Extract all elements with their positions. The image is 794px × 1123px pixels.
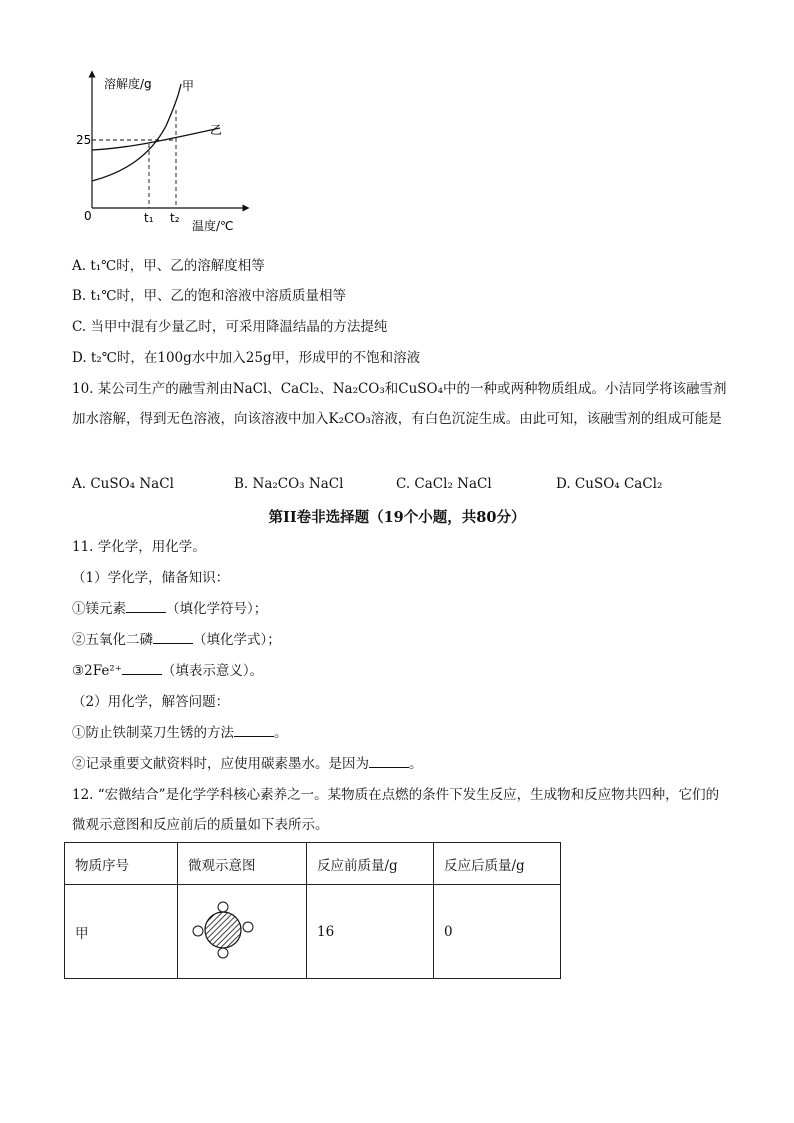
x-tick-t1: t₁ <box>144 211 154 225</box>
table-cell-diagram <box>178 885 307 979</box>
origin-label: 0 <box>84 209 92 223</box>
table-row <box>65 885 561 979</box>
table-header-row <box>65 843 561 885</box>
answer-blank[interactable] <box>122 662 162 675</box>
table-header-cell: 反应后质量/g <box>434 843 561 885</box>
q9-option-d: D. t₂℃时，在100g水中加入25g甲，形成甲的不饱和溶液 <box>72 350 421 366</box>
q11-item3: ③2Fe²⁺ （填表示意义）。 <box>72 663 264 679</box>
answer-blank[interactable] <box>369 755 409 768</box>
small-atom <box>218 902 228 912</box>
series-label-jia: 甲 <box>182 79 195 93</box>
central-atom <box>205 912 241 948</box>
q11-title: 11. 学化学，用化学。 <box>72 539 206 555</box>
q9-option-a: A. t₁℃时，甲、乙的溶解度相等 <box>72 258 265 274</box>
q10-option-c: C. CaCl₂ NaCl <box>396 476 492 492</box>
q10-option-a: A. CuSO₄ NaCl <box>72 476 174 492</box>
table-header-cell: 物质序号 <box>65 843 178 885</box>
small-atom <box>218 948 228 958</box>
solubility-chart <box>70 68 260 238</box>
q12-table <box>64 842 561 979</box>
answer-blank[interactable] <box>126 600 166 613</box>
q11-part2: （2）用化学，解答问题： <box>72 694 230 710</box>
q11-item1: ①镁元素 （填化学符号）； <box>72 601 268 617</box>
q12-stem: 12. “宏微结合”是化学学科核心素养之一。某物质在点燃的条件下发生反应，生成物和反应物共四种，它们的微观示意图和反应前后的质量如下表所示。 <box>72 787 720 833</box>
q9-option-c: C. 当甲中混有少量乙时，可采用降温结晶的方法提纯 <box>72 319 388 335</box>
table-cell: 16 <box>307 885 434 979</box>
q10-option-d: D. CuSO₄ CaCl₂ <box>556 476 663 492</box>
series-label-yi: 乙 <box>210 123 223 137</box>
q11-item4: ①防止铁制菜刀生锈的方法 。 <box>72 725 288 741</box>
curve-yi <box>92 128 220 150</box>
table-header-cell: 微观示意图 <box>178 843 307 885</box>
y-tick-25: 25 <box>76 133 92 147</box>
x-tick-t2: t₂ <box>170 211 180 225</box>
q11-part1: （1）学化学，储备知识： <box>72 570 230 586</box>
table-cell: 甲 <box>65 885 178 979</box>
q11-item2: ②五氧化二磷 （填化学式）； <box>72 632 281 648</box>
small-atom <box>243 922 253 932</box>
section-title: 第II卷非选择题（19个小题，共80分） <box>268 509 526 526</box>
molecule-diagram <box>188 895 258 965</box>
table-cell: 0 <box>434 885 561 979</box>
table-header-cell: 反应前质量/g <box>307 843 434 885</box>
y-axis-label: 溶解度/g <box>104 77 152 91</box>
curve-jia <box>92 84 181 181</box>
q11-item5: ②记录重要文献资料时，应使用碳素墨水。是因为 。 <box>72 756 423 772</box>
q9-option-b: B. t₁℃时，甲、乙的饱和溶液中溶质质量相等 <box>72 288 346 304</box>
q10-stem: 10. 某公司生产的融雪剂由NaCl、CaCl₂、Na₂CO₃和CuSO₄中的一种或两种物质组成。小洁同学将该融雪剂加水溶解，得到无色溶液，向该溶液中加入K₂CO₃溶液，有白色沉淀生成。由此可知，该融雪剂的组成可能是 <box>72 381 727 427</box>
small-atom <box>193 926 203 936</box>
answer-blank[interactable] <box>234 724 274 737</box>
x-axis-label: 温度/℃ <box>192 219 234 233</box>
q10-option-b: B. Na₂CO₃ NaCl <box>234 476 344 492</box>
answer-blank[interactable] <box>153 631 193 644</box>
